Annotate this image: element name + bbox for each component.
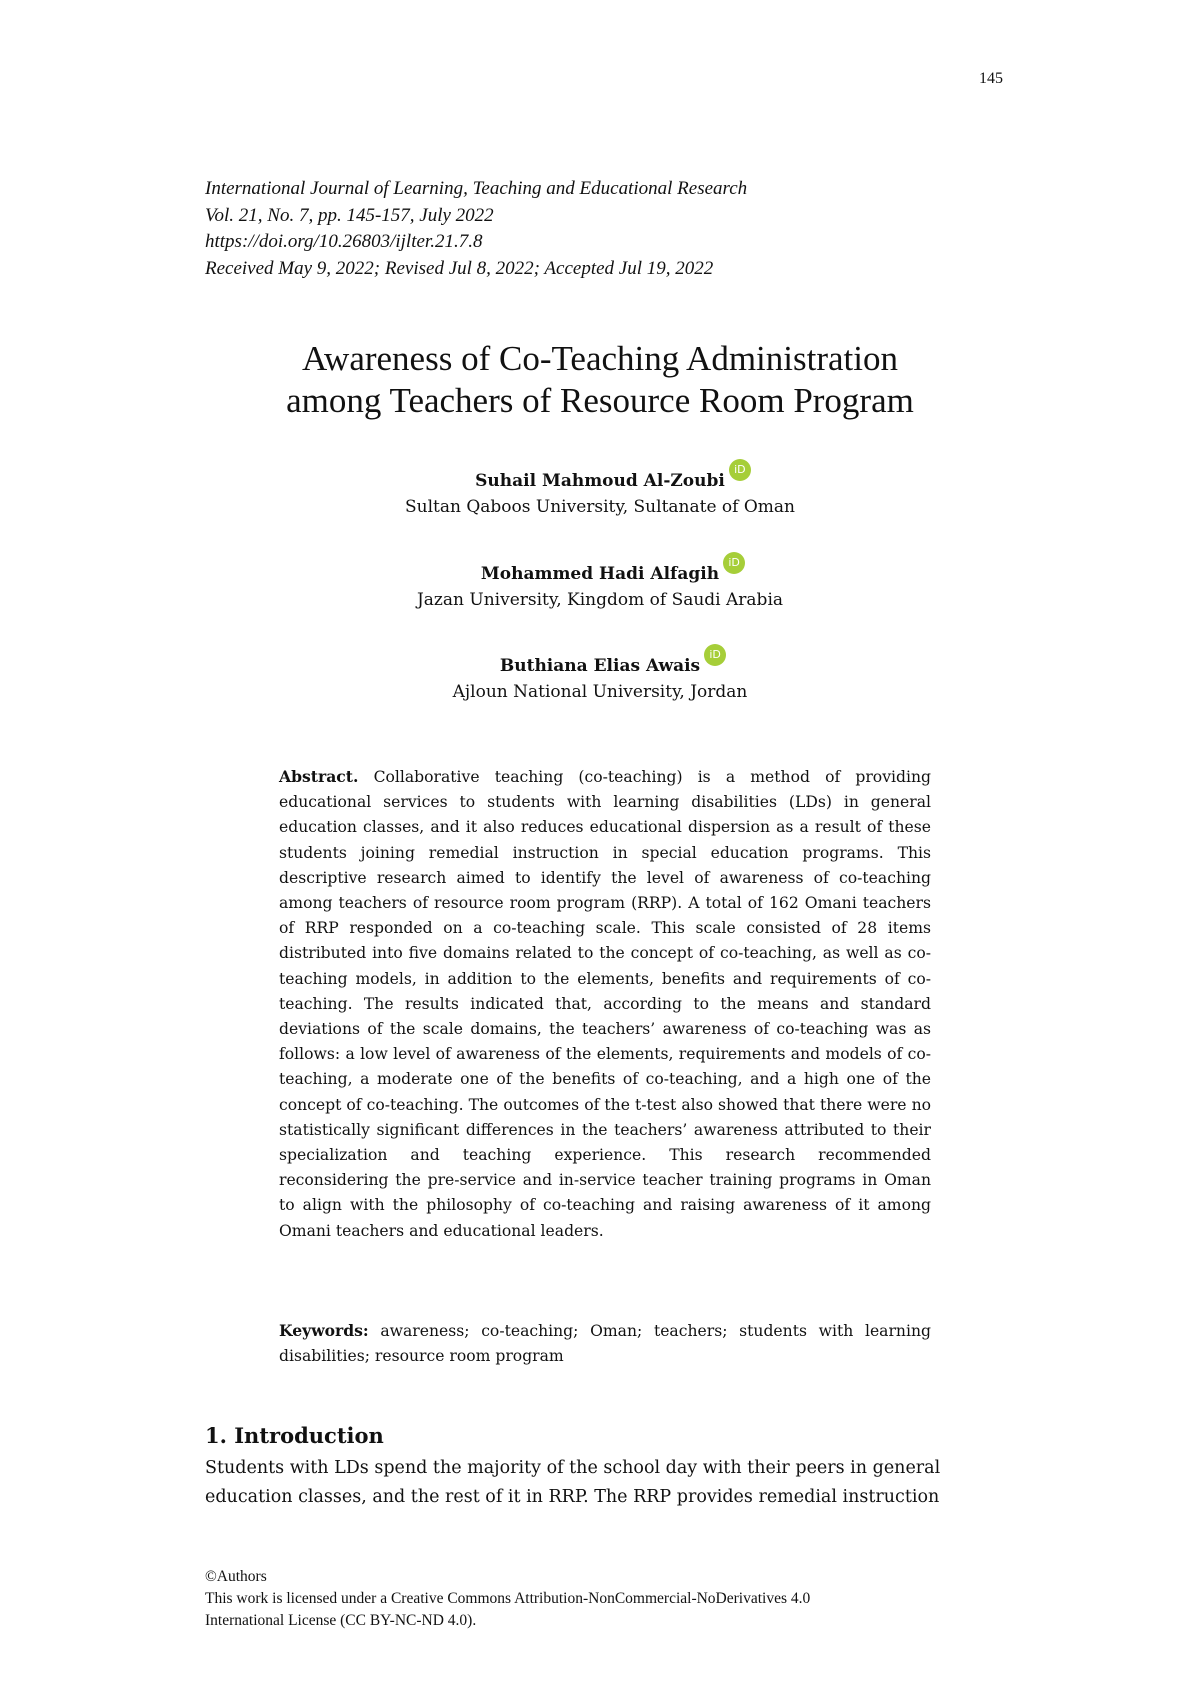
author-2 [0,556,1200,612]
title-line-1: Awareness of Co-Teaching Administration [301,339,898,378]
author-name [499,648,721,680]
keywords-label: Keywords: [279,1321,369,1340]
author-3 [0,648,1200,704]
orcid-icon[interactable]: iD [704,644,726,666]
intro-line-2: education classes, and the rest of it in RRP. The RRP provides remedial instruction [205,1487,940,1507]
license-footer [205,1566,810,1632]
license-line-2: International License (CC BY-NC-ND 4.0). [205,1612,477,1629]
author-name-text: Buthiana Elias Awais [499,656,701,676]
journal-name: International Journal of Learning, Teaching and Educational Research [205,178,748,199]
orcid-icon[interactable]: iD [723,552,745,574]
journal-doi[interactable]: https://doi.org/10.26803/ijlter.21.7.8 [205,231,483,252]
author-1 [0,463,1200,519]
title-line-2: among Teachers of Resource Room Program [286,381,914,420]
author-name [475,463,746,495]
keywords-text: awareness; co-teaching; Oman; teachers; students with learning disabilities; resource room program [279,1322,931,1366]
abstract-text: Collaborative teaching (co-teaching) is a method of providing educational services to students with learning disabilities (LDs) in general education classes, and it also reduces educational dispersion as a result of these students joining remedial instruction in special education programs. This descriptive research aimed to identify the level of awareness of co-teaching among teachers of resource room program (RRP). A total of 162 Omani teachers of RRP responded on a co-teaching scale. This scale consisted of 28 items distributed into five domains related to the concept of co-teaching, as well as co-teaching models, in addition to the elements, benefits and requirements of co-teaching. The results indicated that, according to the means and standard deviations of the scale domains, the teachers’ awareness of co-teaching was as follows: a low level of awareness of the elements, requirements and models of co-teaching, a moderate one of the benefits of co-teaching, and a high one of the concept of co-teaching. The outcomes of the t-test also showed that there were no statistically significant differences in the teachers’ awareness attributed to their specialization and teaching experience. This research recommended reconsidering the pre-service and in-service teacher training programs in Oman to align with the philosophy of co-teaching and raising awareness of it among Omani teachers and educational leaders. [279,768,931,1240]
author-affiliation: Jazan University, Kingdom of Saudi Arabia [416,590,784,610]
author-affiliation: Sultan Qaboos University, Sultanate of Oman [404,497,795,517]
license-line-1[interactable]: This work is licensed under a Creative Commons Attribution-NonCommercial-NoDerivatives 4.0 [205,1590,811,1607]
abstract-label: Abstract. [279,767,359,786]
copyright: ©Authors [205,1568,267,1585]
abstract [279,764,931,1244]
author-name-text: Mohammed Hadi Alfagih [480,564,720,584]
intro-line-1: Students with LDs spend the majority of the school day with their peers in general [205,1458,941,1478]
journal-meta [205,176,747,282]
section-heading-introduction: 1. Introduction [205,1423,384,1448]
journal-dates: Received May 9, 2022; Revised Jul 8, 2022; Accepted Jul 19, 2022 [205,257,714,279]
journal-volume: Vol. 21, No. 7, pp. 145-157, July 2022 [205,204,494,226]
keywords [279,1318,931,1369]
orcid-icon[interactable]: iD [729,459,751,481]
author-name [480,556,740,588]
author-name-text: Suhail Mahmoud Al-Zoubi [475,471,725,491]
author-affiliation: Ajloun National University, Jordan [452,682,748,702]
introduction-text [205,1454,1005,1512]
paper-title [0,338,1200,422]
page-number: 145 [979,70,1003,87]
